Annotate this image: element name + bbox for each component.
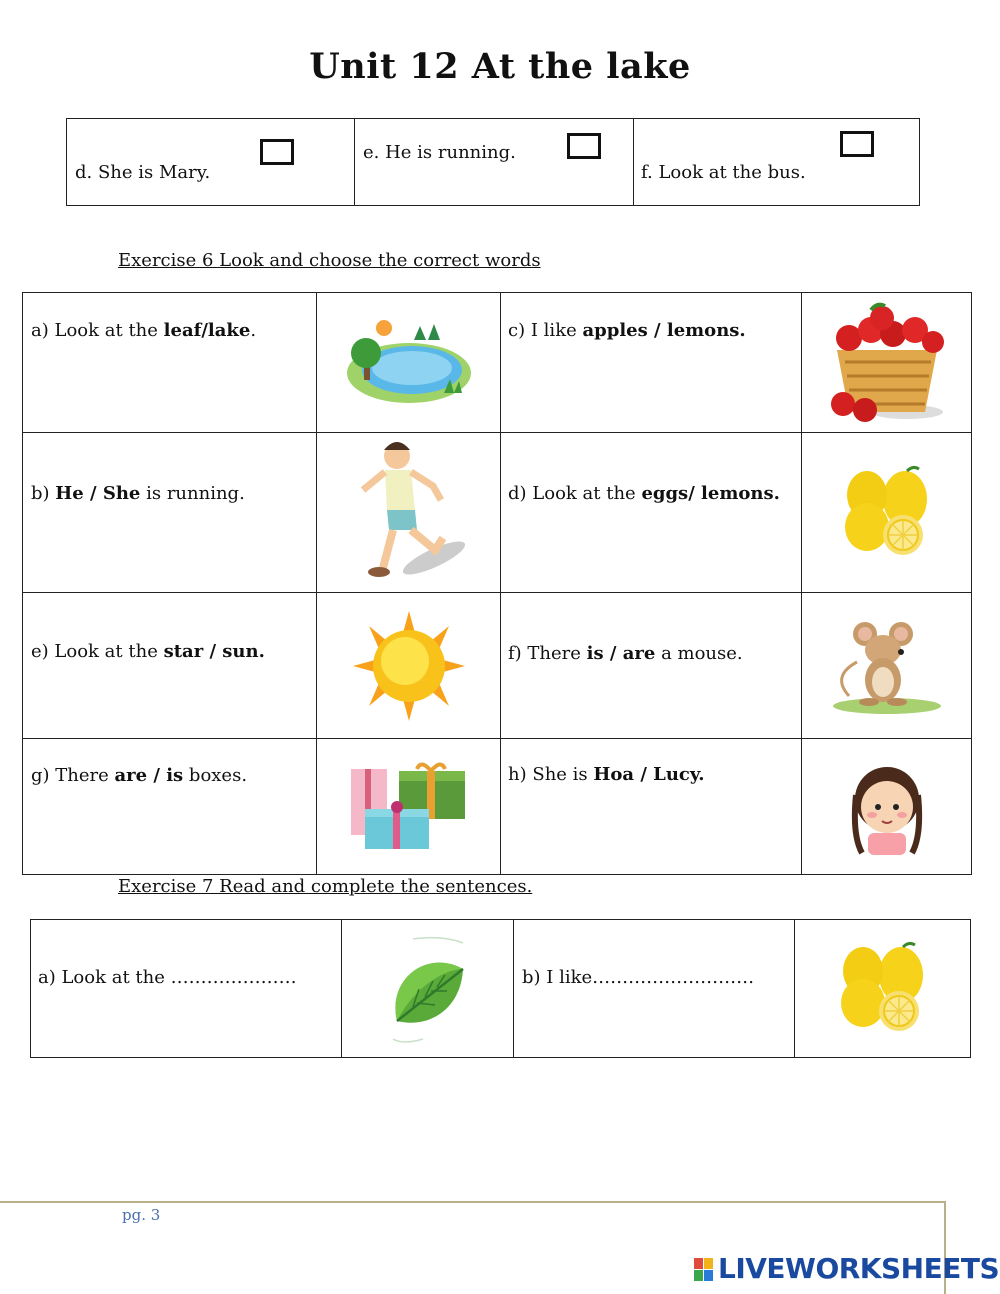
ex7-cell-b: [514, 920, 795, 1058]
ex6-sentence-e[interactable]: e) Look at the star / sun.: [31, 641, 265, 662]
top-cell-d: [67, 119, 355, 206]
ex6-cell-e: [23, 593, 317, 739]
page-number: pg. 3: [122, 1206, 161, 1224]
ex6-cell-b: [23, 433, 317, 593]
apples-basket-picture: [802, 293, 972, 433]
top-cell-e: [355, 119, 634, 206]
top-sentence-f: f. Look at the bus.: [641, 162, 806, 183]
lake-picture: [317, 293, 501, 433]
gift-boxes-picture: [317, 739, 501, 875]
ex6-cell-h: [501, 739, 802, 875]
lemons-picture-2: [795, 920, 971, 1058]
girl-picture: [802, 739, 972, 875]
ex6-cell-d: [501, 433, 802, 593]
ex6-sentence-a[interactable]: a) Look at the leaf/lake.: [31, 320, 257, 341]
top-sentence-d: d. She is Mary.: [75, 162, 211, 183]
ex6-sentence-d[interactable]: d) Look at the eggs/ lemons.: [508, 483, 780, 504]
exercise7-heading: Exercise 7 Read and complete the sentences.: [118, 876, 533, 897]
ex6-sentence-b[interactable]: b) He / She is running.: [31, 483, 245, 504]
ex6-sentence-f[interactable]: f) There is / are a mouse.: [508, 643, 743, 664]
top-sentence-e: e. He is running.: [363, 142, 516, 163]
answer-checkbox-e[interactable]: [567, 133, 601, 159]
exercise6-heading: Exercise 6 Look and choose the correct words: [118, 250, 541, 271]
top-matching-table: [66, 118, 920, 206]
top-cell-f: [634, 119, 920, 206]
ex6-cell-c: [501, 293, 802, 433]
liveworksheets-brand[interactable]: LIVEWORKSHEETS: [718, 1252, 1000, 1285]
ex7-sentence-b[interactable]: b) I like………………………: [522, 967, 755, 988]
ex6-sentence-h[interactable]: h) She is Hoa / Lucy.: [508, 764, 705, 785]
leaf-picture: [342, 920, 514, 1058]
answer-checkbox-d[interactable]: [260, 139, 294, 165]
liveworksheets-logo-icon: [694, 1258, 714, 1282]
ex6-cell-a: [23, 293, 317, 433]
exercise7-table: [30, 919, 971, 1058]
exercise6-table: [22, 292, 972, 875]
answer-checkbox-f[interactable]: [840, 131, 874, 157]
lemons-picture: [802, 433, 972, 593]
page-title: Unit 12 At the lake: [309, 46, 691, 87]
mouse-picture: [802, 593, 972, 739]
sun-picture: [317, 593, 501, 739]
ex6-cell-f: [501, 593, 802, 739]
running-boy-picture: [317, 433, 501, 593]
ex6-sentence-c[interactable]: c) I like apples / lemons.: [508, 320, 746, 341]
ex6-cell-g: [23, 739, 317, 875]
ex6-sentence-g[interactable]: g) There are / is boxes.: [31, 765, 248, 786]
ex7-sentence-a[interactable]: a) Look at the …………………: [38, 967, 297, 988]
ex7-cell-a: [31, 920, 342, 1058]
